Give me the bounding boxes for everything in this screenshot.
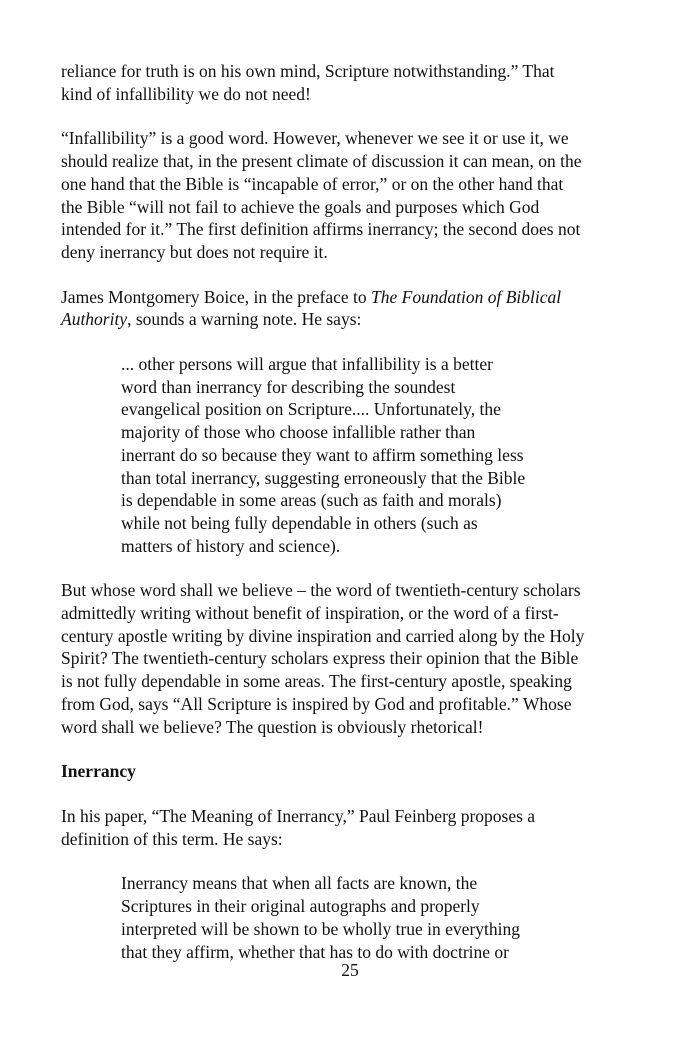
page-number: 25 [341,960,359,980]
quote-line: Inerrancy means that when all facts are known, the [121,873,478,894]
text-line: century apostle writing by divine inspiration and carried along by the Holy [61,625,585,646]
text-line [61,286,613,309]
quote-line: inerrant do so because they want to affirm something less [121,444,524,465]
section-heading: Inerrancy [61,761,136,782]
quote-line: interpreted will be shown to be wholly true in everything [121,918,521,939]
block-quote-feinberg [121,872,613,963]
quote-line: that they affirm, whether that has to do with doctrine or [121,941,509,962]
text-line: definition of this term. He says: [61,828,283,849]
block-quote-boice [121,353,613,557]
text-line [61,308,613,331]
quote-line: majority of those who choose infallible rather than [121,422,476,443]
text-line: But whose word shall we believe – the word of twentieth-century scholars [61,580,581,601]
text-line: intended for it.” The first definition affirms inerrancy; the second does not [61,219,581,240]
text-line: from God, says “All Scripture is inspired by God and profitable.” Whose [61,693,572,714]
page-body [61,60,613,985]
paragraph-2 [61,127,613,263]
quote-line: Scriptures in their original autographs and properly [121,896,480,917]
text-line: Spirit? The twentieth-century scholars express their opinion that the Bible [61,648,579,669]
text-line: In his paper, “The Meaning of Inerrancy,” Paul Feinberg proposes a [61,805,536,826]
quote-line: is dependable in some areas (such as faith and morals) [121,490,502,511]
text-run: James Montgomery Boice, in the preface to [61,286,372,307]
paragraph-4 [61,579,613,738]
text-line: the Bible “will not fail to achieve the goals and purposes which God [61,196,540,217]
paragraph-5 [61,805,613,850]
text-line: word shall we believe? The question is obviously rhetorical! [61,716,484,737]
text-line: is not fully dependable in some areas. The first-century apostle, speaking [61,671,572,692]
book-title: The Foundation of Biblical [371,286,562,307]
text-line: “Infallibility” is a good word. However, whenever we see it or use it, we [61,128,569,149]
text-line: one hand that the Bible is “incapable of error,” or on the other hand that [61,173,564,194]
paragraph-3 [61,286,613,331]
quote-line: while not being fully dependable in others (such as [121,512,478,533]
quote-line: ... other persons will argue that infallibility is a better [121,354,493,375]
text-line: kind of infallibility we do not need! [61,83,311,104]
quote-line: word than inerrancy for describing the soundest [121,376,456,397]
text-line: deny inerrancy but does not require it. [61,241,328,262]
text-line: admittedly writing without benefit of inspiration, or the word of a first- [61,603,559,624]
paragraph-1 [61,60,613,105]
quote-line: than total inerrancy, suggesting erroneously that the Bible [121,467,526,488]
text-line: should realize that, in the present climate of discussion it can mean, on the [61,151,582,172]
quote-line: matters of history and science). [121,535,341,556]
quote-line: evangelical position on Scripture.... Unfortunately, the [121,399,501,420]
text-line: reliance for truth is on his own mind, Scripture notwithstanding.” That [61,61,555,81]
book-title: Authority [61,309,128,330]
text-run: , sounds a warning note. He says: [127,309,362,330]
